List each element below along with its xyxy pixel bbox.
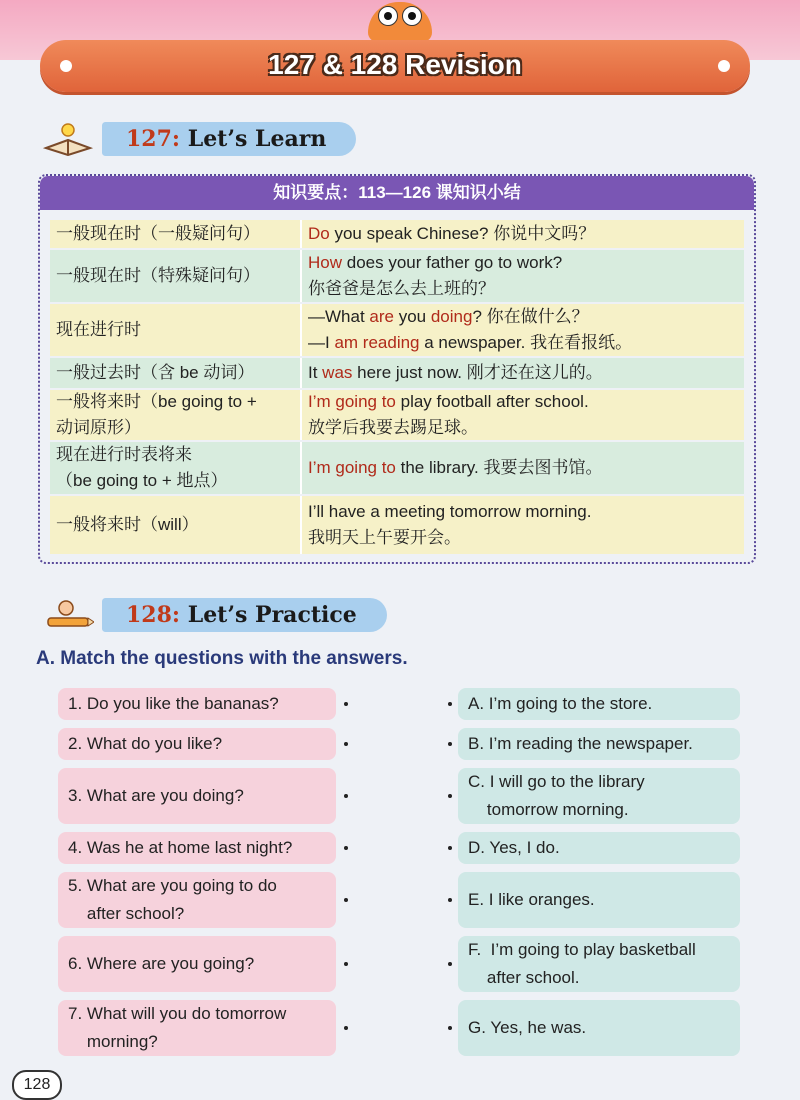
answer-item[interactable] <box>458 832 740 864</box>
exercise-instruction: A. Match the questions with the answers. <box>36 648 408 669</box>
example-cell <box>300 496 744 554</box>
example-text: —What <box>308 307 370 326</box>
section-learn-label <box>102 122 356 156</box>
tense-name-line: 一般现在时（特殊疑问句） <box>56 266 260 285</box>
section-learn-number: 127: <box>126 126 181 152</box>
section-practice-label <box>102 598 387 632</box>
table-row <box>50 442 744 494</box>
example-text: ? 你在做什么？ <box>472 307 589 326</box>
table-row <box>50 220 744 248</box>
answer-item[interactable] <box>458 768 740 824</box>
answer-item-text: after school. <box>468 968 580 987</box>
question-item-text: 6. Where are you going? <box>68 954 255 973</box>
match-dot[interactable] <box>344 702 348 706</box>
example-cell <box>300 250 744 302</box>
example-text: does your father go to work? <box>342 253 563 272</box>
question-item-text: 7. What will you do tomorrow <box>68 1004 287 1023</box>
answer-item-text: B. I’m reading the newspaper. <box>468 734 693 753</box>
example-line <box>308 499 738 525</box>
answer-item[interactable] <box>458 688 740 720</box>
highlighted-keyword: How <box>308 253 343 272</box>
book-lightbulb-icon <box>42 122 94 156</box>
answer-item-text: D. Yes, I do. <box>468 838 560 857</box>
mascot-eye-icon <box>402 6 422 26</box>
example-line <box>308 221 738 247</box>
tense-name-line: 动词原形） <box>56 418 141 437</box>
example-line <box>308 250 738 276</box>
tense-name-line: （be going to + 地点） <box>56 471 228 490</box>
section-learn-title: Let’s Learn <box>187 126 327 152</box>
example-text: 我明天上午要开会。 <box>308 528 461 547</box>
question-item[interactable] <box>58 728 336 760</box>
question-item-text: 5. What are you going to do <box>68 876 277 895</box>
tense-name-cell <box>50 250 300 302</box>
highlighted-keyword: I’m going to <box>308 392 396 411</box>
tense-name-line: 现在进行时表将来 <box>56 445 192 464</box>
question-item[interactable] <box>58 832 336 864</box>
tense-name-cell <box>50 442 300 494</box>
example-text: It <box>308 363 323 382</box>
highlighted-keyword: am reading <box>334 333 420 352</box>
tense-name-cell <box>50 220 300 248</box>
highlighted-keyword: I’m going to <box>308 458 396 477</box>
table-row <box>50 304 744 356</box>
match-dot[interactable] <box>448 742 452 746</box>
match-dot[interactable] <box>344 794 348 798</box>
tense-name-line: 一般将来时（be going to + <box>56 392 257 411</box>
match-dot[interactable] <box>448 846 452 850</box>
highlighted-keyword: Do <box>308 224 330 243</box>
answer-item[interactable] <box>458 1000 740 1056</box>
example-text: the library. 我要去图书馆。 <box>395 458 603 477</box>
panel-heading: 知识要点：113—126 课知识小结 <box>40 176 754 210</box>
example-line <box>308 330 738 356</box>
match-dot[interactable] <box>448 702 452 706</box>
example-line <box>308 415 738 441</box>
example-text: —I <box>308 333 335 352</box>
example-cell <box>300 390 744 440</box>
answer-item[interactable] <box>458 936 740 992</box>
question-item[interactable] <box>58 1000 336 1056</box>
question-item-text: 2. What do you like? <box>68 734 223 753</box>
answer-item-text: A. I’m going to the store. <box>468 694 653 713</box>
match-dot[interactable] <box>344 1026 348 1030</box>
example-text: you speak Chinese? 你说中文吗？ <box>329 224 596 243</box>
match-dot[interactable] <box>448 962 452 966</box>
page-number: 128 <box>12 1070 62 1100</box>
highlighted-keyword: was <box>322 363 353 382</box>
question-item-text: 1. Do you like the bananas? <box>68 694 279 713</box>
answer-item-text: C. I will go to the library <box>468 772 645 791</box>
match-dot[interactable] <box>344 898 348 902</box>
question-item[interactable] <box>58 872 336 928</box>
table-row <box>50 390 744 440</box>
example-cell <box>300 442 744 494</box>
example-text: a newspaper. 我在看报纸。 <box>419 333 633 352</box>
section-practice-number: 128: <box>126 602 181 628</box>
answer-item-text: E. I like oranges. <box>468 890 595 909</box>
tense-name-line: 一般现在时（一般疑问句） <box>56 224 260 243</box>
knowledge-summary-panel <box>38 174 756 564</box>
highlighted-keyword: are <box>369 307 394 326</box>
question-item-text: 4. Was he at home last night? <box>68 838 293 857</box>
match-dot[interactable] <box>448 794 452 798</box>
tense-name-cell <box>50 358 300 388</box>
example-text: 放学后我要去踢足球。 <box>308 418 478 437</box>
table-row <box>50 496 744 554</box>
match-dot[interactable] <box>344 742 348 746</box>
mascot-eye-icon <box>378 6 398 26</box>
example-text: play football after school. <box>395 392 589 411</box>
question-item-text: 3. What are you doing? <box>68 786 244 805</box>
example-line <box>308 455 738 481</box>
page-title: 127 & 128 Revision <box>268 49 522 80</box>
example-text: I’ll have a meeting tomorrow morning. <box>308 502 592 521</box>
answer-item-text: F. I’m going to play basketball <box>468 940 696 959</box>
section-practice-title: Let’s Practice <box>187 602 357 628</box>
answer-item-text: tomorrow morning. <box>468 800 629 819</box>
example-line <box>308 276 738 302</box>
question-item-text: after school? <box>68 904 185 923</box>
answer-item[interactable] <box>458 872 740 928</box>
table-row <box>50 358 744 388</box>
tense-name-cell <box>50 390 300 440</box>
example-text: here just now. 刚才还在这儿的。 <box>352 363 603 382</box>
question-item[interactable] <box>58 688 336 720</box>
tense-name-cell <box>50 496 300 554</box>
tense-name-line: 现在进行时 <box>56 320 141 339</box>
answer-item-text: G. Yes, he was. <box>468 1018 587 1037</box>
example-line <box>308 360 738 386</box>
match-dot[interactable] <box>448 1026 452 1030</box>
tense-name-line: 一般将来时（will） <box>56 515 199 534</box>
match-dot[interactable] <box>344 846 348 850</box>
table-row <box>50 250 744 302</box>
match-dot[interactable] <box>344 962 348 966</box>
question-item[interactable] <box>58 936 336 992</box>
example-text: 你爸爸是怎么去上班的？ <box>308 279 495 298</box>
pencil-kid-icon <box>42 598 94 632</box>
title-banner <box>40 40 750 92</box>
example-cell <box>300 358 744 388</box>
answer-item[interactable] <box>458 728 740 760</box>
tense-name-line: 一般过去时（含 be 动词） <box>56 363 255 382</box>
example-line <box>308 525 738 551</box>
match-dot[interactable] <box>448 898 452 902</box>
example-line <box>308 389 738 415</box>
highlighted-keyword: doing <box>430 307 473 326</box>
example-text: you <box>393 307 431 326</box>
example-cell <box>300 220 744 248</box>
question-item-text: morning? <box>68 1032 158 1051</box>
tense-name-cell <box>50 304 300 356</box>
question-item[interactable] <box>58 768 336 824</box>
example-cell <box>300 304 744 356</box>
example-line <box>308 304 738 330</box>
